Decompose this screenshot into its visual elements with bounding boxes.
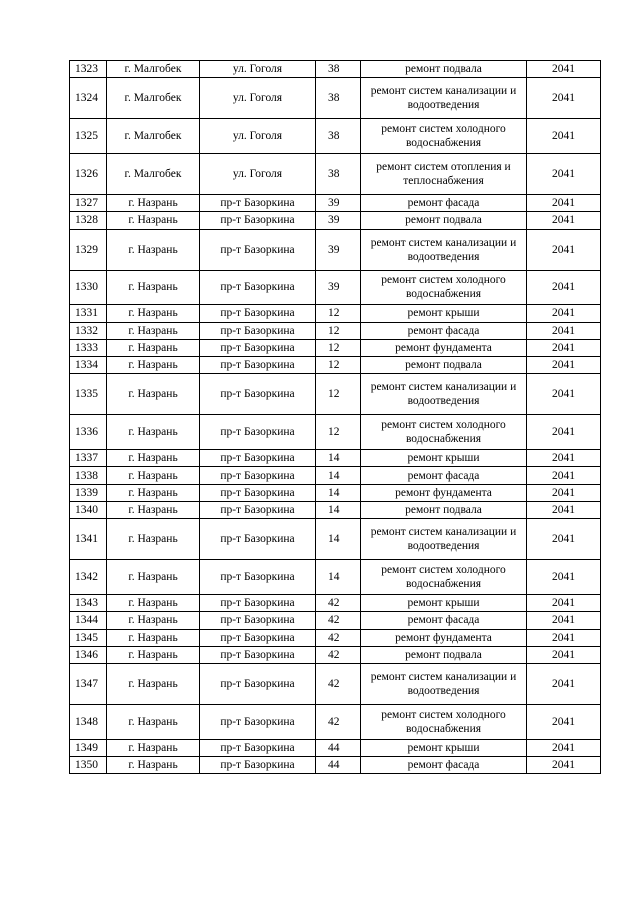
street-cell: пр-т Базоркина — [200, 739, 316, 756]
street-cell: пр-т Базоркина — [200, 612, 316, 629]
work-type-cell: ремонт крыши — [361, 450, 527, 467]
city-cell: г. Назрань — [107, 467, 200, 484]
table-row — [70, 212, 601, 229]
street-cell: пр-т Базоркина — [200, 270, 316, 305]
house-number-cell: 39 — [316, 194, 361, 211]
house-number-cell: 44 — [316, 757, 361, 774]
work-type-cell: ремонт подвала — [361, 502, 527, 519]
year-cell: 2041 — [527, 757, 601, 774]
city-cell: г. Малгобек — [107, 61, 200, 78]
row-number-cell: 1332 — [70, 322, 107, 339]
repair-schedule-table — [69, 60, 601, 774]
work-type-cell: ремонт систем холодного водоснабжения — [361, 415, 527, 450]
table-row — [70, 357, 601, 374]
row-number-cell: 1348 — [70, 705, 107, 740]
table-row — [70, 415, 601, 450]
city-cell: г. Назрань — [107, 739, 200, 756]
row-number-cell: 1330 — [70, 270, 107, 305]
table-row — [70, 374, 601, 415]
work-type-cell: ремонт систем канализации и водоотведения — [361, 229, 527, 270]
house-number-cell: 38 — [316, 61, 361, 78]
work-type-cell: ремонт фасада — [361, 322, 527, 339]
house-number-cell: 12 — [316, 374, 361, 415]
city-cell: г. Назрань — [107, 339, 200, 356]
year-cell: 2041 — [527, 229, 601, 270]
table-row — [70, 560, 601, 595]
year-cell: 2041 — [527, 629, 601, 646]
table-row — [70, 646, 601, 663]
work-type-cell: ремонт фасада — [361, 612, 527, 629]
year-cell: 2041 — [527, 212, 601, 229]
street-cell: пр-т Базоркина — [200, 757, 316, 774]
table-row — [70, 519, 601, 560]
table-row — [70, 664, 601, 705]
house-number-cell: 12 — [316, 322, 361, 339]
row-number-cell: 1337 — [70, 450, 107, 467]
house-number-cell: 42 — [316, 629, 361, 646]
street-cell: пр-т Базоркина — [200, 629, 316, 646]
table-row — [70, 119, 601, 154]
work-type-cell: ремонт систем канализации и водоотведения — [361, 78, 527, 119]
year-cell: 2041 — [527, 646, 601, 663]
house-number-cell: 42 — [316, 664, 361, 705]
row-number-cell: 1338 — [70, 467, 107, 484]
year-cell: 2041 — [527, 61, 601, 78]
house-number-cell: 14 — [316, 502, 361, 519]
row-number-cell: 1339 — [70, 484, 107, 501]
work-type-cell: ремонт подвала — [361, 646, 527, 663]
work-type-cell: ремонт систем холодного водоснабжения — [361, 705, 527, 740]
row-number-cell: 1323 — [70, 61, 107, 78]
work-type-cell: ремонт крыши — [361, 739, 527, 756]
year-cell: 2041 — [527, 270, 601, 305]
table-row — [70, 322, 601, 339]
house-number-cell: 42 — [316, 595, 361, 612]
year-cell: 2041 — [527, 484, 601, 501]
house-number-cell: 38 — [316, 153, 361, 194]
house-number-cell: 44 — [316, 739, 361, 756]
city-cell: г. Назрань — [107, 229, 200, 270]
work-type-cell: ремонт подвала — [361, 61, 527, 78]
city-cell: г. Малгобек — [107, 153, 200, 194]
row-number-cell: 1336 — [70, 415, 107, 450]
street-cell: пр-т Базоркина — [200, 519, 316, 560]
work-type-cell: ремонт крыши — [361, 305, 527, 322]
work-type-cell: ремонт систем канализации и водоотведения — [361, 664, 527, 705]
city-cell: г. Назрань — [107, 415, 200, 450]
house-number-cell: 12 — [316, 415, 361, 450]
year-cell: 2041 — [527, 119, 601, 154]
street-cell: пр-т Базоркина — [200, 229, 316, 270]
house-number-cell: 14 — [316, 519, 361, 560]
house-number-cell: 42 — [316, 646, 361, 663]
table-row — [70, 153, 601, 194]
row-number-cell: 1335 — [70, 374, 107, 415]
table-row — [70, 629, 601, 646]
year-cell: 2041 — [527, 739, 601, 756]
house-number-cell: 42 — [316, 612, 361, 629]
year-cell: 2041 — [527, 305, 601, 322]
row-number-cell: 1334 — [70, 357, 107, 374]
row-number-cell: 1329 — [70, 229, 107, 270]
street-cell: пр-т Базоркина — [200, 415, 316, 450]
city-cell: г. Назрань — [107, 560, 200, 595]
work-type-cell: ремонт крыши — [361, 595, 527, 612]
work-type-cell: ремонт систем холодного водоснабжения — [361, 270, 527, 305]
row-number-cell: 1328 — [70, 212, 107, 229]
table-row — [70, 757, 601, 774]
street-cell: пр-т Базоркина — [200, 450, 316, 467]
work-type-cell: ремонт систем холодного водоснабжения — [361, 560, 527, 595]
year-cell: 2041 — [527, 560, 601, 595]
row-number-cell: 1333 — [70, 339, 107, 356]
house-number-cell: 12 — [316, 357, 361, 374]
row-number-cell: 1324 — [70, 78, 107, 119]
house-number-cell: 38 — [316, 78, 361, 119]
row-number-cell: 1342 — [70, 560, 107, 595]
table-row — [70, 612, 601, 629]
work-type-cell: ремонт фасада — [361, 194, 527, 211]
year-cell: 2041 — [527, 415, 601, 450]
year-cell: 2041 — [527, 502, 601, 519]
street-cell: пр-т Базоркина — [200, 339, 316, 356]
year-cell: 2041 — [527, 322, 601, 339]
row-number-cell: 1326 — [70, 153, 107, 194]
table-row — [70, 467, 601, 484]
year-cell: 2041 — [527, 339, 601, 356]
table-row — [70, 270, 601, 305]
table-row — [70, 450, 601, 467]
year-cell: 2041 — [527, 78, 601, 119]
street-cell: пр-т Базоркина — [200, 484, 316, 501]
table-row — [70, 595, 601, 612]
row-number-cell: 1350 — [70, 757, 107, 774]
work-type-cell: ремонт подвала — [361, 212, 527, 229]
table-body — [70, 61, 601, 774]
street-cell: пр-т Базоркина — [200, 322, 316, 339]
house-number-cell: 14 — [316, 450, 361, 467]
street-cell: пр-т Базоркина — [200, 212, 316, 229]
city-cell: г. Назрань — [107, 322, 200, 339]
street-cell: ул. Гоголя — [200, 119, 316, 154]
row-number-cell: 1347 — [70, 664, 107, 705]
work-type-cell: ремонт систем отопления и теплоснабжения — [361, 153, 527, 194]
row-number-cell: 1345 — [70, 629, 107, 646]
city-cell: г. Назрань — [107, 595, 200, 612]
city-cell: г. Назрань — [107, 484, 200, 501]
year-cell: 2041 — [527, 357, 601, 374]
row-number-cell: 1344 — [70, 612, 107, 629]
year-cell: 2041 — [527, 467, 601, 484]
work-type-cell: ремонт фасада — [361, 757, 527, 774]
street-cell: пр-т Базоркина — [200, 595, 316, 612]
work-type-cell: ремонт фундамента — [361, 629, 527, 646]
house-number-cell: 42 — [316, 705, 361, 740]
city-cell: г. Назрань — [107, 212, 200, 229]
year-cell: 2041 — [527, 595, 601, 612]
house-number-cell: 14 — [316, 560, 361, 595]
table-row — [70, 339, 601, 356]
street-cell: ул. Гоголя — [200, 153, 316, 194]
table-row — [70, 305, 601, 322]
street-cell: пр-т Базоркина — [200, 305, 316, 322]
street-cell: пр-т Базоркина — [200, 560, 316, 595]
house-number-cell: 14 — [316, 484, 361, 501]
city-cell: г. Назрань — [107, 194, 200, 211]
street-cell: пр-т Базоркина — [200, 664, 316, 705]
row-number-cell: 1325 — [70, 119, 107, 154]
row-number-cell: 1349 — [70, 739, 107, 756]
work-type-cell: ремонт фундамента — [361, 339, 527, 356]
city-cell: г. Назрань — [107, 757, 200, 774]
year-cell: 2041 — [527, 612, 601, 629]
city-cell: г. Назрань — [107, 502, 200, 519]
year-cell: 2041 — [527, 705, 601, 740]
year-cell: 2041 — [527, 450, 601, 467]
row-number-cell: 1340 — [70, 502, 107, 519]
house-number-cell: 14 — [316, 467, 361, 484]
row-number-cell: 1341 — [70, 519, 107, 560]
year-cell: 2041 — [527, 374, 601, 415]
city-cell: г. Назрань — [107, 374, 200, 415]
city-cell: г. Назрань — [107, 357, 200, 374]
row-number-cell: 1346 — [70, 646, 107, 663]
house-number-cell: 12 — [316, 305, 361, 322]
table-row — [70, 229, 601, 270]
city-cell: г. Назрань — [107, 450, 200, 467]
work-type-cell: ремонт подвала — [361, 357, 527, 374]
street-cell: пр-т Базоркина — [200, 467, 316, 484]
street-cell: пр-т Базоркина — [200, 705, 316, 740]
work-type-cell: ремонт систем канализации и водоотведения — [361, 374, 527, 415]
year-cell: 2041 — [527, 194, 601, 211]
row-number-cell: 1331 — [70, 305, 107, 322]
city-cell: г. Назрань — [107, 612, 200, 629]
house-number-cell: 38 — [316, 119, 361, 154]
work-type-cell: ремонт систем холодного водоснабжения — [361, 119, 527, 154]
table-row — [70, 739, 601, 756]
street-cell: пр-т Базоркина — [200, 646, 316, 663]
table-row — [70, 61, 601, 78]
table-row — [70, 502, 601, 519]
city-cell: г. Назрань — [107, 646, 200, 663]
city-cell: г. Назрань — [107, 305, 200, 322]
house-number-cell: 12 — [316, 339, 361, 356]
city-cell: г. Назрань — [107, 270, 200, 305]
year-cell: 2041 — [527, 153, 601, 194]
city-cell: г. Малгобек — [107, 119, 200, 154]
city-cell: г. Назрань — [107, 705, 200, 740]
house-number-cell: 39 — [316, 229, 361, 270]
street-cell: пр-т Базоркина — [200, 357, 316, 374]
table-row — [70, 705, 601, 740]
city-cell: г. Малгобек — [107, 78, 200, 119]
street-cell: ул. Гоголя — [200, 78, 316, 119]
table-row — [70, 78, 601, 119]
work-type-cell: ремонт систем канализации и водоотведения — [361, 519, 527, 560]
work-type-cell: ремонт фундамента — [361, 484, 527, 501]
house-number-cell: 39 — [316, 212, 361, 229]
year-cell: 2041 — [527, 519, 601, 560]
table-row — [70, 484, 601, 501]
work-type-cell: ремонт фасада — [361, 467, 527, 484]
city-cell: г. Назрань — [107, 664, 200, 705]
street-cell: пр-т Базоркина — [200, 194, 316, 211]
street-cell: пр-т Базоркина — [200, 502, 316, 519]
house-number-cell: 39 — [316, 270, 361, 305]
street-cell: пр-т Базоркина — [200, 374, 316, 415]
street-cell: ул. Гоголя — [200, 61, 316, 78]
year-cell: 2041 — [527, 664, 601, 705]
table-row — [70, 194, 601, 211]
row-number-cell: 1343 — [70, 595, 107, 612]
city-cell: г. Назрань — [107, 629, 200, 646]
row-number-cell: 1327 — [70, 194, 107, 211]
city-cell: г. Назрань — [107, 519, 200, 560]
